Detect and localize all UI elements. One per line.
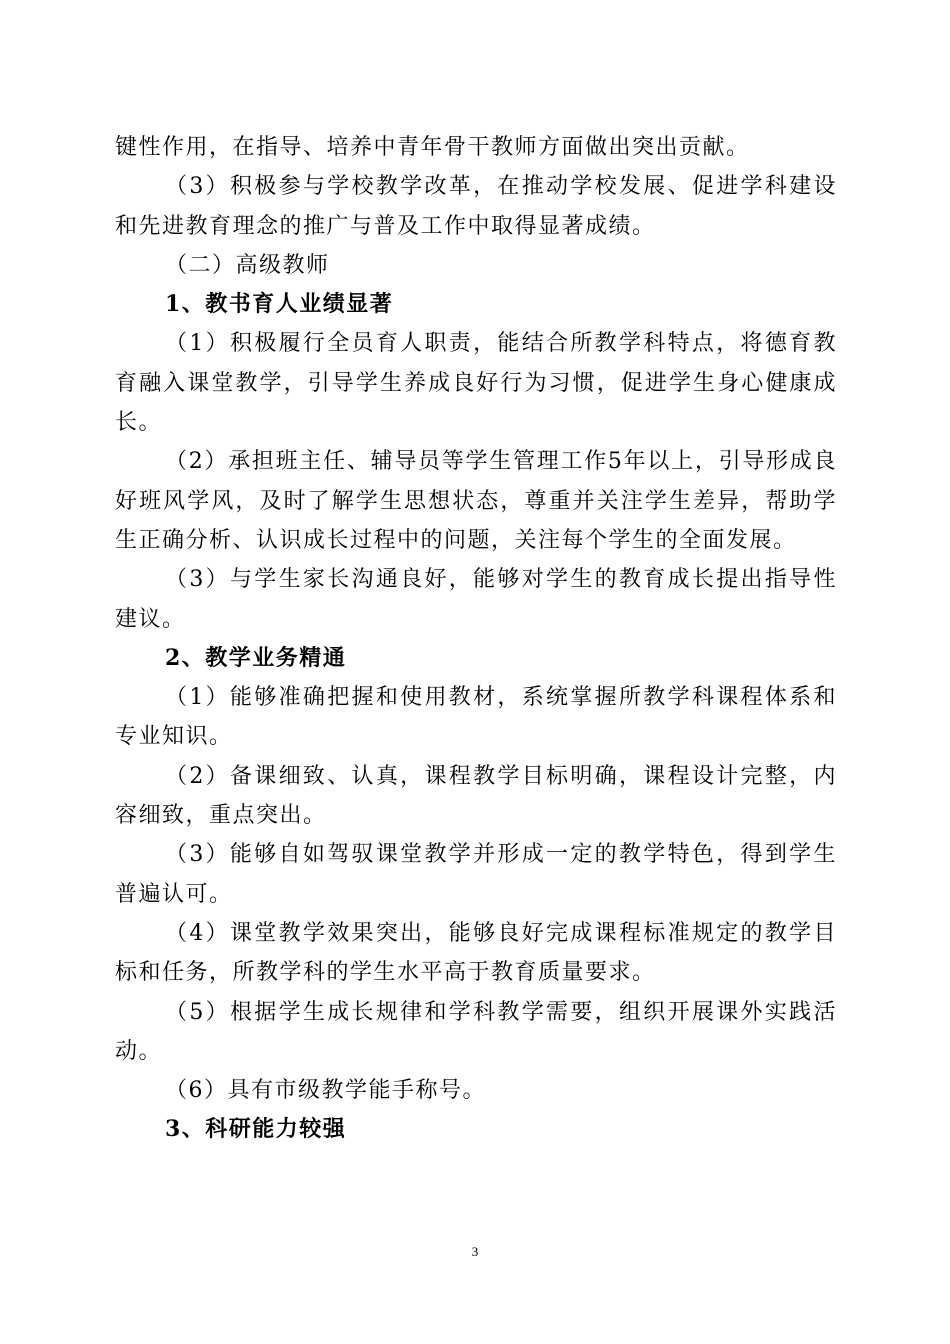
list-item-3-classroom: （3）能够自如驾驭课堂教学并形成一定的教学特色，得到学生普遍认可。 bbox=[115, 842, 837, 907]
list-item-3-parent-communication: （3）与学生家长沟通良好，能够对学生的教育成长提出指导性建议。 bbox=[115, 567, 837, 632]
paragraph-continuation: 键性作用，在指导、培养中青年骨干教师方面做出突出贡献。 bbox=[115, 135, 750, 160]
heading-teaching-proficiency: 2、教学业务精通 bbox=[165, 644, 347, 671]
heading-teaching-achievement: 1、教书育人业绩显著 bbox=[165, 291, 394, 318]
list-item-2-lesson-prep: （2）备课细致、认真，课程教学目标明确，课程设计完整，内容细致，重点突出。 bbox=[115, 763, 837, 829]
document-body bbox=[115, 128, 837, 1150]
list-item-6-title: （6）具有市级教学能手称号。 bbox=[165, 1078, 486, 1104]
page-number: 3 bbox=[471, 1244, 479, 1259]
list-item-1-moral-education: （1）积极履行全员育人职责，能结合所教学科特点，将德育教育融入课堂教学，引导学生养成良好行为习惯，促进学生身心健康成长。 bbox=[115, 331, 837, 436]
list-item-5-practice: （5）根据学生成长规律和学科教学需要，组织开展课外实践活动。 bbox=[115, 999, 837, 1064]
list-item-2-student-management: （2）承担班主任、辅导员等学生管理工作5年以上，引导形成良好班风学风，及时了解学生思想状态，尊重并关注学生差异，帮助学生正确分析、认识成长过程中的问题，关注每个学生的全面发展。 bbox=[115, 449, 837, 553]
list-item-4-effectiveness: （4）课堂教学效果突出，能够良好完成课程标准规定的教学目标和任务，所教学科的学生水平高于教育质量要求。 bbox=[115, 920, 837, 986]
section-senior-teacher: （二）高级教师 bbox=[165, 252, 330, 278]
list-item-3-reform: （3）积极参与学校教学改革，在推动学校发展、促进学科建设和先进教育理念的推广与普及工作中取得显著成绩。 bbox=[115, 174, 837, 239]
heading-research-ability: 3、科研能力较强 bbox=[165, 1116, 347, 1143]
list-item-1-textbook: （1）能够准确把握和使用教材，系统掌握所教学科课程体系和专业知识。 bbox=[115, 685, 837, 750]
